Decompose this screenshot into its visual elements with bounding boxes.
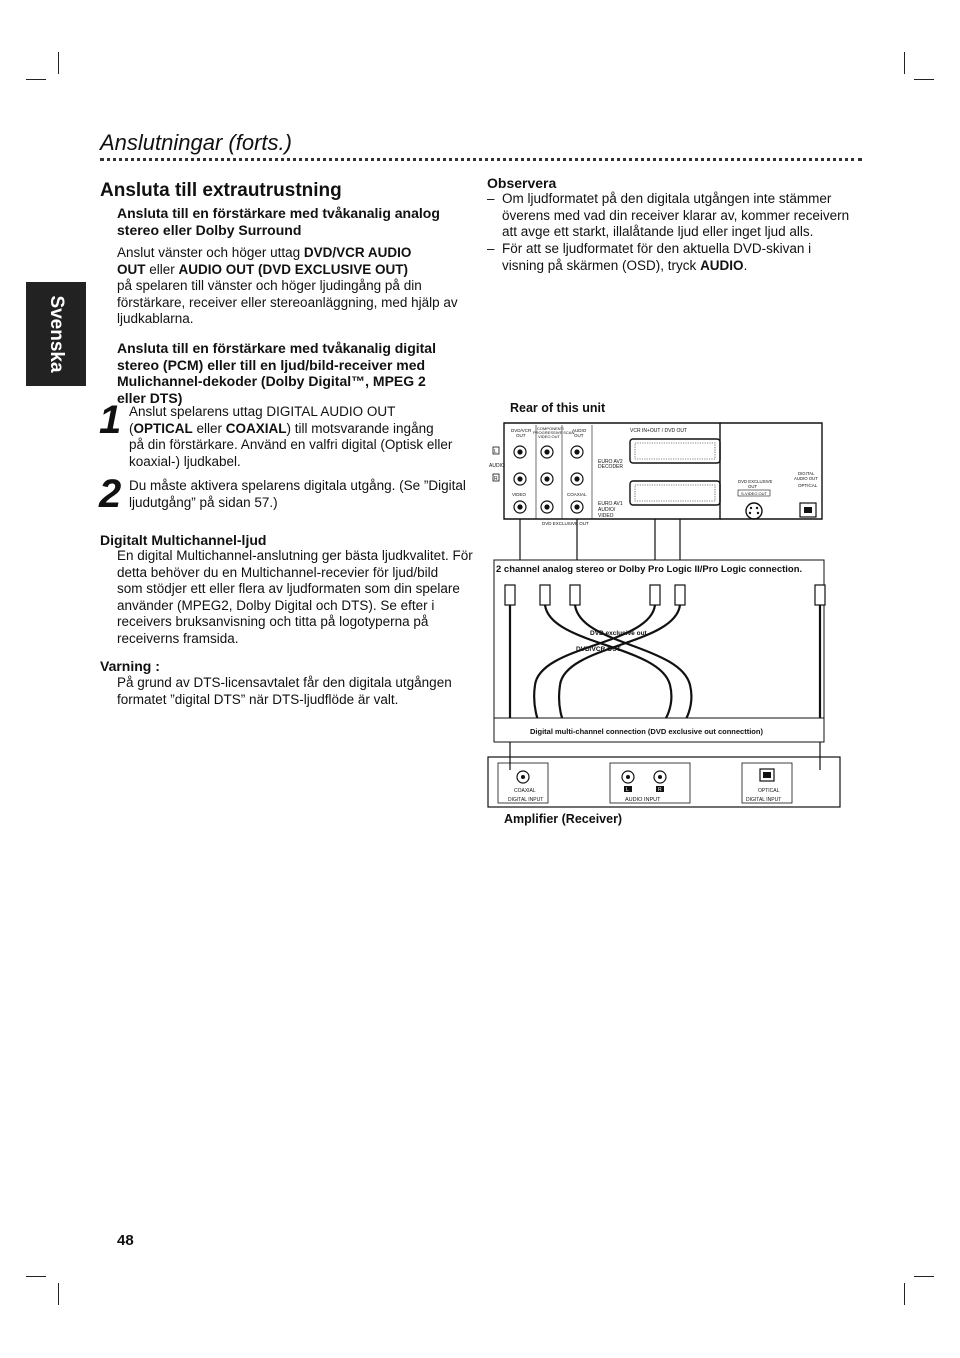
step-2-text: Du måste aktivera spelarens digitala utgång. (Se ”Digital ljudutgång” på sidan 57.)	[129, 478, 466, 510]
step-number-1: 1	[99, 398, 122, 442]
amplifier-title: Amplifier (Receiver)	[504, 812, 623, 826]
svg-text:AUDIO OUT: AUDIO OUT	[794, 476, 818, 481]
video-small-label: VIDEO	[512, 492, 527, 497]
page-number: 48	[117, 1232, 134, 1249]
crop-mark	[904, 52, 905, 74]
optical-small-label: OPTICAL	[798, 483, 818, 488]
crop-mark	[26, 1276, 46, 1277]
amp-digital-input-1: DIGITAL INPUT	[508, 797, 544, 803]
amp-optical-label: OPTICAL	[758, 788, 780, 794]
plug-left-2	[540, 585, 550, 605]
euro-av1-label: EURO AV1	[598, 501, 623, 507]
s-video-jack	[746, 503, 762, 519]
dvd-vcr-out-label: DVD/VCR	[511, 428, 532, 433]
digital-multi-label: Digital multi-channel connection (DVD exclusive out connecttion)	[530, 727, 763, 736]
svg-text:PROGRESSIVE SCAN: PROGRESSIVE SCAN	[533, 430, 575, 435]
plug-right-2	[675, 585, 685, 605]
plug-left-3	[570, 585, 580, 605]
svg-text:L: L	[626, 787, 629, 793]
vcr-in-out-label: VCR IN+OUT / DVD OUT	[630, 428, 687, 434]
crop-mark	[904, 1283, 905, 1305]
dotted-divider	[100, 158, 862, 161]
plug-left-1	[505, 585, 515, 605]
language-side-tab	[26, 282, 86, 386]
svg-text:VIDEO OUT: VIDEO OUT	[538, 434, 561, 439]
euro-av2-label: EURO AV2	[598, 459, 623, 465]
dvd-exclusive-out-label: DVD EXCLUSIVE	[738, 479, 773, 484]
crop-mark	[58, 1283, 59, 1305]
observe-dash-1: –	[487, 191, 495, 206]
svg-text:OUT: OUT	[516, 433, 526, 438]
audio-out-label: AUDIO	[572, 428, 587, 433]
scart-upper	[630, 439, 720, 463]
observe-dash-2: –	[487, 241, 495, 256]
svg-text:L: L	[494, 449, 497, 455]
section-title: Ansluta till extrautrustning	[100, 180, 342, 201]
observe-title: Observera	[487, 175, 557, 191]
amp-coaxial-label: COAXIAL	[514, 788, 536, 794]
step-number-2: 2	[99, 472, 122, 516]
connection-2ch-label: 2 channel analog stereo or Dolby Pro Logic II/Pro Logic connection.	[496, 564, 803, 575]
dvd-exclusive-out-cable-label: DVD exclusive out	[590, 630, 647, 637]
svg-text:R: R	[494, 476, 498, 482]
crop-mark	[914, 79, 934, 80]
paragraph-analog: Anslut vänster och höger uttag DVD/VCR AUDIO OUT eller AUDIO OUT (DVD EXCLUSIVE OUT) på spelaren till vänster och höger ljudingång på din förstärkare, receiver eller stereoanläggning, med hjälp av ljudkablarna.	[117, 245, 458, 326]
crop-mark	[914, 1276, 934, 1277]
crop-mark	[26, 79, 46, 80]
svg-text:OUT: OUT	[574, 433, 584, 438]
amp-digital-input-2: DIGITAL INPUT	[746, 797, 782, 803]
amp-audio-input: AUDIO INPUT	[625, 797, 661, 803]
observe-item-1: Om ljudformatet på den digitala utgången inte stämmer överens med vad din receiver klarar av, kommer receivern att avge ett starkt, illalåtande ljud eller inget ljud alls.	[502, 191, 850, 239]
svg-text:DECODER: DECODER	[598, 464, 624, 470]
plug-right-3	[815, 585, 825, 605]
warning-title: Varning :	[100, 658, 160, 674]
observe-item-2: För att se ljudformatet för den aktuella DVD-skivan i visning på skärmen (OSD), tryck AUDIO.	[502, 241, 812, 273]
paragraph-multichannel: En digital Multichannel-anslutning ger bästa ljudkvalitet. För detta behöver du en Multichannel-recevier för ljud/bild som stödjer ett eller flera av ljudformaten som din spelare använder (MPEG2, Dolby Digital och DTS). Se efter i receivers bruksanvisning och titta på logotyperna på receiverns framsida.	[117, 548, 473, 646]
svg-text:VIDEO: VIDEO	[598, 513, 614, 519]
svg-text:R: R	[658, 787, 662, 793]
svg-text:OUT: OUT	[748, 484, 758, 489]
side-tab-label: Svenska	[46, 295, 67, 373]
rear-title: Rear of this unit	[510, 401, 606, 415]
dvd-exclusive-small-label: DVD EXCLUSIVE OUT	[542, 521, 589, 526]
step-1-text: Anslut spelarens uttag DIGITAL AUDIO OUT (OPTICAL eller COAXIAL) till motsvarande ingång på din förstärkare. Använd en valfri digital (Optisk eller koaxial-) ljudkabel.	[129, 404, 453, 469]
connection-diagram	[480, 395, 880, 835]
s-video-out-label: S-VIDEO OUT	[741, 491, 768, 496]
section-title-multichannel: Digitalt Multichannel-ljud	[100, 532, 267, 548]
page-heading: Anslutningar (forts.)	[100, 130, 292, 155]
crop-mark	[58, 52, 59, 74]
subheading-analog: Ansluta till en förstärkare med tvåkanalig analog stereo eller Dolby Surround	[117, 205, 440, 238]
svg-text:AUDIO/: AUDIO/	[598, 507, 616, 513]
warning-text: På grund av DTS-licensavtalet får den digitala utgången formatet ”digital DTS” när DTS-ljudflöde är valt.	[117, 675, 452, 707]
component-label: COMPONENT/	[537, 426, 565, 431]
dvd-vcr-out-cable-label: DVD/VCR OUT	[576, 646, 621, 653]
coaxial-small-label: COAXIAL	[567, 492, 587, 497]
audio-side-label: AUDIO	[489, 463, 505, 469]
plug-right-1	[650, 585, 660, 605]
digital-audio-out-label: DIGITAL	[798, 471, 815, 476]
scart-lower	[630, 481, 720, 505]
subheading-digital: Ansluta till en förstärkare med tvåkanalig digital stereo (PCM) eller till en ljud/bild-receiver med Mulichannel-dekoder (Dolby Digital™, MPEG 2 eller DTS)	[117, 340, 436, 406]
